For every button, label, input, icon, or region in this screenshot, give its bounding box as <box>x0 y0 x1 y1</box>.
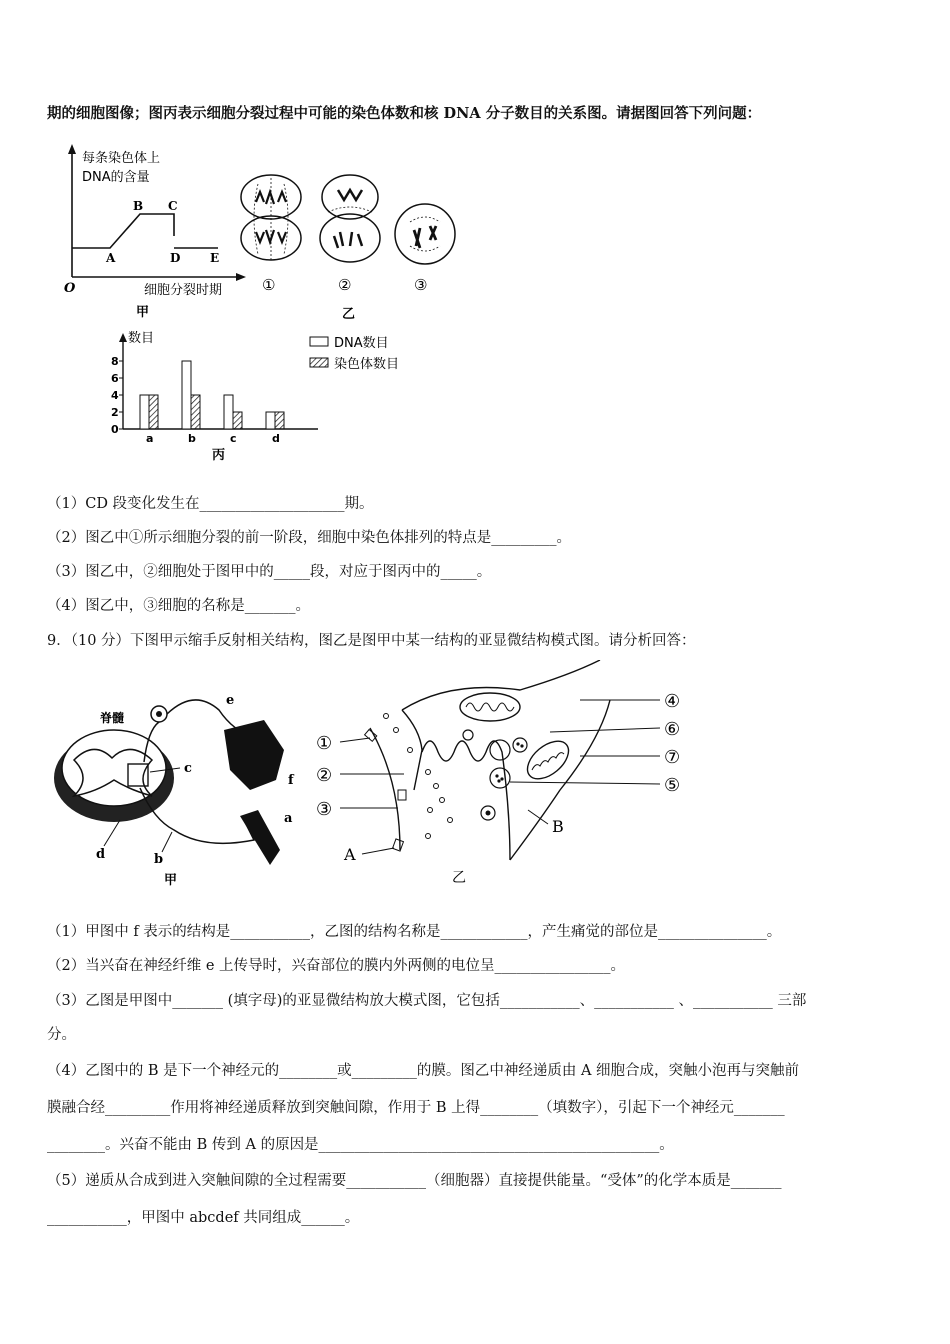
syn-label-2: ② <box>316 765 333 786</box>
figure-jia <box>60 140 250 320</box>
label-d: d <box>96 847 106 862</box>
receptor-1 <box>365 729 377 741</box>
jia-ylabel-2: DNA的含量 <box>82 170 150 185</box>
spinal-cord-label: 脊髓 <box>100 711 125 725</box>
cell-3-metaphase <box>395 204 455 264</box>
bar-dna-a <box>140 395 149 429</box>
jia-y-arrow <box>68 144 76 154</box>
q9-sub3a: （3）乙图是甲图中_______ (填字母)的亚显微结构放大模式图，它包括___________、___________ 、___________ 三部 <box>47 993 807 1009</box>
label-e: e <box>226 693 235 708</box>
category-label-d: d <box>272 432 280 445</box>
figure-9-jia <box>44 680 314 890</box>
legend-chrom-swatch <box>310 358 328 367</box>
label-f: f <box>288 773 294 788</box>
syn-label-a: A <box>344 845 356 864</box>
receptor-3 <box>393 839 404 851</box>
jia-origin: O <box>64 281 76 296</box>
jia-point-d: D <box>170 251 181 265</box>
syn-label-7: ⑦ <box>664 747 681 768</box>
bing-y-arrow <box>119 333 127 342</box>
jia-point-b: B <box>133 199 144 213</box>
q8-sub4: （4）图乙中，③细胞的名称是_______。 <box>47 598 310 614</box>
jia-curve <box>72 214 174 248</box>
jia-ylabel-1: 每条染色体上 <box>82 151 161 166</box>
legend-chrom-label: 染色体数目 <box>334 357 400 372</box>
cell-1-anaphase <box>241 175 301 260</box>
category-label-c: c <box>230 432 237 445</box>
yi9-caption: 乙 <box>452 870 466 886</box>
muscle-a <box>240 810 280 865</box>
q8-sub1: （1）CD 段变化发生在____________________期。 <box>47 496 374 512</box>
category-label-b: b <box>188 432 196 445</box>
y-tick-label: 8 <box>111 355 119 368</box>
cell-label-1: ① <box>262 276 276 294</box>
figure-yi-cells <box>238 172 463 322</box>
syn-label-1: ① <box>316 733 333 754</box>
q9-sub3b: 分。 <box>47 1027 76 1043</box>
q9-sub5b: ___________，甲图中 abcdef 共同组成______。 <box>47 1210 360 1226</box>
skin-f <box>224 720 284 790</box>
bar-dna-c <box>224 395 233 429</box>
label-c: c <box>184 761 192 776</box>
bar-dna-d <box>266 412 275 429</box>
mitochondrion-2 <box>521 734 576 786</box>
q9-sub1: （1）甲图中 f 表示的结构是___________，乙图的结构名称是____________，产生痛觉的部位是_______________。 <box>47 924 782 940</box>
cell-label-3: ③ <box>414 276 428 294</box>
y-tick-label: 0 <box>111 423 119 436</box>
jia-point-c: C <box>168 199 178 213</box>
intro-line: 期的细胞图像；图丙表示细胞分裂过程中可能的染色体数和核 DNA 分子数目的关系图。请据图回答下列问题： <box>47 105 762 122</box>
legend-dna-label: DNA数目 <box>334 336 389 351</box>
syn-label-3: ③ <box>316 799 333 820</box>
jia-xlabel: 细胞分裂时期 <box>144 283 223 298</box>
syn-label-b: B <box>552 817 564 836</box>
category-label-a: a <box>146 432 154 445</box>
q9-title: 9．（10 分）下图甲示缩手反射相关结构，图乙是图甲中某一结构的亚显微结构模式图。请分析回答： <box>47 633 696 649</box>
jia-caption: 甲 <box>136 305 150 320</box>
cell-label-2: ② <box>338 276 352 294</box>
label-a: a <box>284 811 293 826</box>
syn-label-4: ④ <box>664 691 681 712</box>
q9-sub5a: （5）递质从合成到进入突触间隙的全过程需要___________（细胞器）直接提供能量。“受体”的化学本质是_______ <box>47 1173 782 1189</box>
q8-sub2: （2）图乙中①所示细胞分裂的前一阶段，细胞中染色体排列的特点是_________。 <box>47 530 571 546</box>
jia-point-a: A <box>106 251 116 265</box>
bar-chrom-a <box>149 395 158 429</box>
presynaptic-membrane <box>402 660 610 860</box>
label-b: b <box>154 852 164 867</box>
q9-sub4a: （4）乙图中的 B 是下一个神经元的________或_________的膜。图乙中神经递质由 A 细胞合成，突触小泡再与突触前 <box>47 1063 800 1079</box>
bing-caption: 丙 <box>212 448 226 463</box>
y-tick-label: 4 <box>111 389 119 402</box>
q9-sub4b: 膜融合经_________作用将神经递质释放到突触间隙，作用于 B 上得________（填数字），引起下一个神经元_______ <box>47 1100 785 1116</box>
bing-ylabel: 数目 <box>128 331 155 346</box>
figure-bing-chart <box>100 325 435 470</box>
q8-sub3: （3）图乙中，②细胞处于图甲中的_____段，对应于图丙中的_____。 <box>47 564 492 580</box>
neurotransmitter-dots <box>384 714 453 839</box>
bar-chrom-b <box>191 395 200 429</box>
legend-dna-swatch <box>310 337 328 346</box>
bar-chrom-c <box>233 412 242 429</box>
syn-label-5: ⑤ <box>664 775 681 796</box>
y-tick-label: 6 <box>111 372 119 385</box>
cell-2-dividing <box>320 175 380 262</box>
receptor-2 <box>398 790 406 800</box>
bar-chrom-d <box>275 412 284 429</box>
q9-sub4c: ________。兴奋不能由 B 传到 A 的原因是_______________________________________________。 <box>47 1137 674 1153</box>
jia9-caption: 甲 <box>164 873 178 888</box>
jia-point-e: E <box>210 251 220 265</box>
bar-dna-b <box>182 361 191 429</box>
syn-label-6: ⑥ <box>664 719 681 740</box>
q9-sub2: （2）当兴奋在神经纤维 e 上传导时，兴奋部位的膜内外两侧的电位呈________________。 <box>47 958 626 974</box>
y-tick-label: 2 <box>111 406 119 419</box>
figure-9-yi-synapse <box>310 660 710 890</box>
yi-caption: 乙 <box>342 307 356 322</box>
